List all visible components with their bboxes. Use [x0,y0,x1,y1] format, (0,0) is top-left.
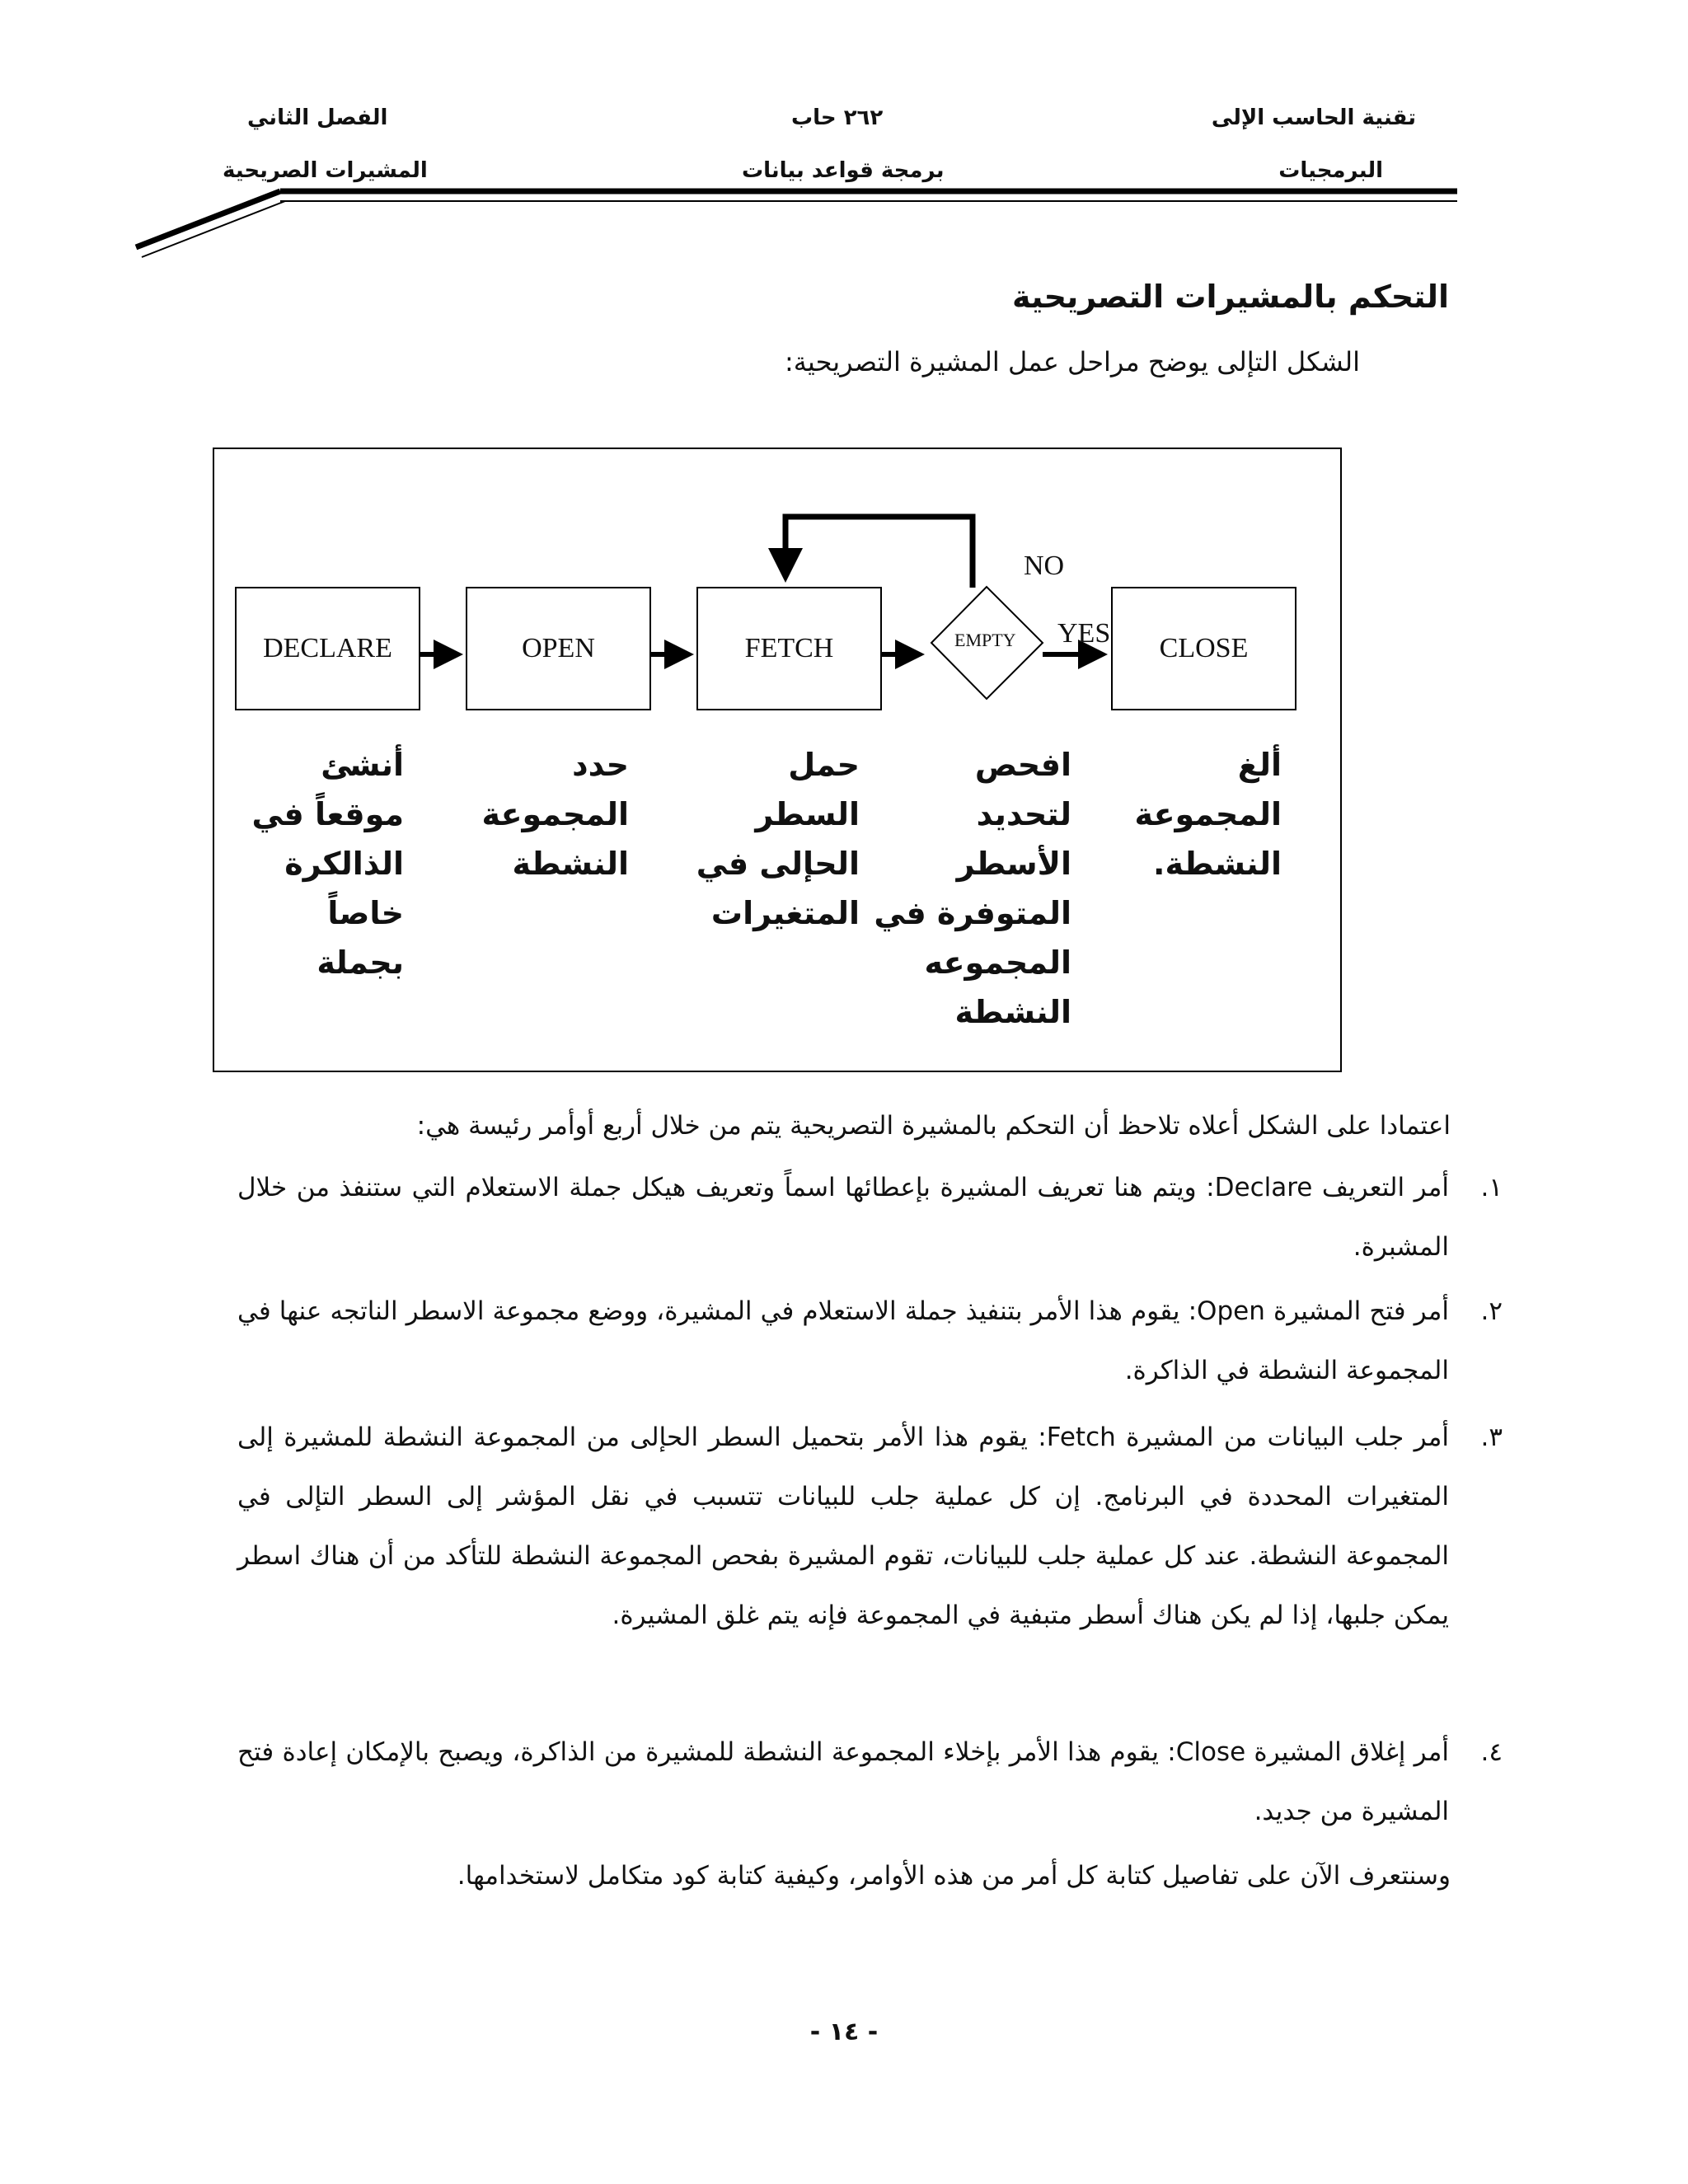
item-number: ٢. [1480,1296,1503,1326]
fetch-desc-line: السطر [755,796,860,832]
close-box: CLOSE [1111,587,1296,710]
empty-desc-line: النشطة [954,994,1071,1030]
body-intro: اعتمادا على الشكل أعلاه تلاحظ أن التحكم بالمشيرة التصريحية يتم من خلال أربع أوأمر رئيسة هي: [416,1111,1451,1141]
header-chapter-title: المشيرات الصريحية [223,158,428,183]
declare-desc-line: خاصاً [327,895,404,931]
item-number: ٤. [1480,1737,1503,1767]
header-chapter: الفصل الثاني [247,105,388,130]
close-desc-line: ألغ [1237,747,1282,783]
open-desc-line: النشطة [512,846,629,882]
fetch-description [696,740,860,938]
fetch-desc-line: الحإلى في [696,846,860,882]
list-item-declare: أمر التعريف Declare: ويتم هنا تعريف المشيرة بإعطائها اسماً وتعريف هيكل جملة الاستعلام التي ستنفذ من خلال المشبرة. [237,1173,1449,1262]
empty-desc-line: لتحديد [976,796,1071,832]
empty-label: EMPTY [954,630,1016,650]
open-box: OPEN [466,587,651,710]
declare-desc-line: أنشئ [321,747,404,783]
body-closing: وسنتعرف الآن على تفاصيل كتابة كل أمر من هذه الأوامر، وكيفية كتابة كود متكامل لاستخدامها. [457,1861,1451,1891]
close-desc-line: النشطة. [1153,846,1282,882]
declare-desc-line: موقعاً في [251,796,404,832]
empty-desc-line: المتوفرة في [874,895,1071,931]
header-department: البرمجيات [1278,158,1383,183]
empty-description [874,740,1071,1030]
declare-desc-line: بجملة [316,944,404,981]
open-description [482,740,629,888]
header-course-name: برمجة قواعد بيانات [742,158,945,183]
declare-desc-line: الذالكرة [284,846,404,882]
yes-label: YES [1057,618,1111,649]
header-course-title: تقنية الحاسب الإلى [1211,105,1416,130]
open-desc-line: حدد [572,747,629,783]
arrow-no-loop [785,517,973,588]
declare-box: DECLARE [235,587,420,710]
fetch-desc-line: حمل [788,747,860,783]
section-intro: الشكل التإلى يوضح مراحل عمل المشيرة التصريحية: [784,346,1360,377]
section-title: التحكم بالمشيرات التصريحية [1012,279,1449,315]
item-number: ٣. [1480,1422,1503,1452]
empty-desc-line: الأسطر [956,846,1071,882]
declare-description [251,740,404,987]
list-item-fetch: أمر جلب البيانات من المشيرة Fetch: يقوم هذا الأمر بتحميل السطر الحإلى من المجموعة النشطة للمشيرة إلى المتغيرات المحددة في البرنامج. إن كل عملية جلب للبيانات تتسبب في نقل المؤشر إلى السطر التإلى في المجموعة النشطة. عند كل عملية جلب للبيانات، تقوم المشيرة بفحص المجموعة النشطة للتأكد من أن هناك اسطر يمكن جلبها، إذا لم يكن هناك أسطر متبفية في المجموعة فإنه يتم غلق المشيرة. [237,1422,1449,1630]
item-number: ١. [1480,1173,1503,1202]
close-description [1135,740,1282,888]
list-item-open: أمر فتح المشيرة Open: يقوم هذا الأمر بتنفيذ جملة الاستعلام في المشيرة، ووضع مجموعة الاسطر الناتجه عنها في المجموعة النشطة في الذاكرة. [237,1296,1449,1385]
no-label: NO [1024,551,1065,581]
empty-desc-line: افحص [974,747,1071,783]
header-course-code: ٢٦٢ حاب [791,105,884,130]
empty-desc-line: المجموعه [924,944,1071,981]
list-item-close: أمر إغلاق المشيرة Close: يقوم هذا الأمر بإخلاء المجموعة النشطة للمشيرة من الذاكرة، ويصبح بالإمكان إعادة فتح المشيرة من جديد. [237,1737,1449,1826]
page-number: - ١٤ - [809,2018,879,2046]
open-desc-line: المجموعة [481,796,629,832]
fetch-desc-line: المتغيرات [710,895,860,931]
close-desc-line: المجموعة [1134,796,1282,832]
fetch-box: FETCH [696,587,882,710]
